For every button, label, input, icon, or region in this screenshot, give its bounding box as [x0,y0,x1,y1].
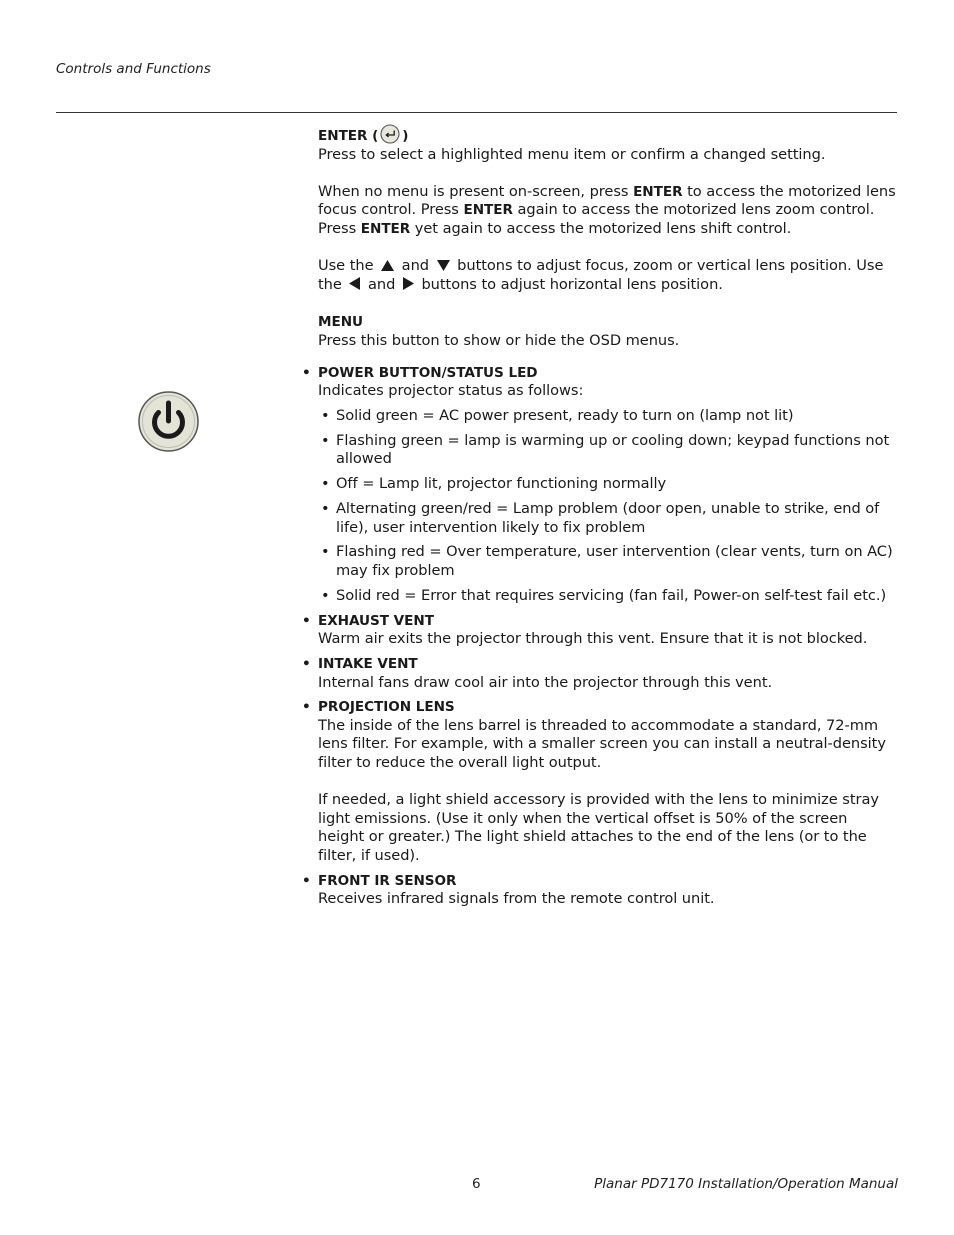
main-content [318,127,898,909]
left-arrow-icon [349,277,360,290]
intake-heading: • INTAKE VENT [318,655,898,674]
ir-sensor-description: Receives infrared signals from the remote control unit. [318,890,715,908]
exhaust-description: Warm air exits the projector through this vent. Ensure that it is not blocked. [318,630,868,648]
manual-title: Planar PD7170 Installation/Operation Manual [594,1176,898,1192]
up-arrow-icon [381,260,394,271]
ir-sensor-heading: • FRONT IR SENSOR [318,872,898,891]
enter-arrow-buttons-text: Use the and buttons to adjust focus, zoom or vertical lens position. Use the and buttons to adjust horizontal lens position. [318,257,884,293]
page-number: 6 [472,1176,481,1192]
power-heading: • POWER BUTTON/STATUS LED [318,364,898,383]
down-arrow-icon [437,260,450,271]
exhaust-heading: • EXHAUST VENT [318,612,898,631]
list-item: • Off = Lamp lit, projector functioning normally [318,475,898,494]
enter-description: Press to select a highlighted menu item or confirm a changed setting. [318,145,826,163]
list-item: • Solid red = Error that requires servicing (fan fail, Power-on self-test fail etc.) [318,587,898,606]
lens-filter-text: The inside of the lens barrel is threaded to accommodate a standard, 72-mm lens filter. For example, with a smaller screen you can install a neutral-density filter to reduce the overall light output. [318,716,886,771]
right-arrow-icon [403,277,414,290]
list-item: • Alternating green/red = Lamp problem (door open, unable to strike, end of life), user intervention likely to fix problem [318,500,898,537]
menu-heading: MENU [318,314,364,331]
enter-heading: ENTER ( ) [318,127,898,146]
menu-description: Press this button to show or hide the OSD menus. [318,331,680,349]
intake-description: Internal fans draw cool air into the projector through this vent. [318,673,773,691]
running-header: Controls and Functions [56,61,211,77]
lens-light-shield-text: If needed, a light shield accessory is provided with the lens to minimize stray light emissions. (Use it only when the vertical offset is 50% of the screen height or greater.) The light shield attaches to the end of the lens (or to the filter, if used). [318,791,879,864]
list-item: • Flashing red = Over temperature, user intervention (clear vents, turn on AC) may fix problem [318,543,898,580]
list-item: • Flashing green = lamp is warming up or cooling down; keypad functions not allowed [318,432,898,469]
list-item: • Solid green = AC power present, ready to turn on (lamp not lit) [318,407,898,426]
power-status-list [318,407,898,606]
lens-heading: • PROJECTION LENS [318,698,898,717]
enter-motorized-lens-text: When no menu is present on-screen, press ENTER to access the motorized lens focus control. Press ENTER again to access the motorized lens zoom control. Press ENTER yet again to access the motorized lens shift control. [318,182,896,237]
power-button-icon [137,390,200,453]
power-intro: Indicates projector status as follows: [318,382,584,400]
enter-return-icon [380,124,400,144]
header-rule [56,112,897,113]
